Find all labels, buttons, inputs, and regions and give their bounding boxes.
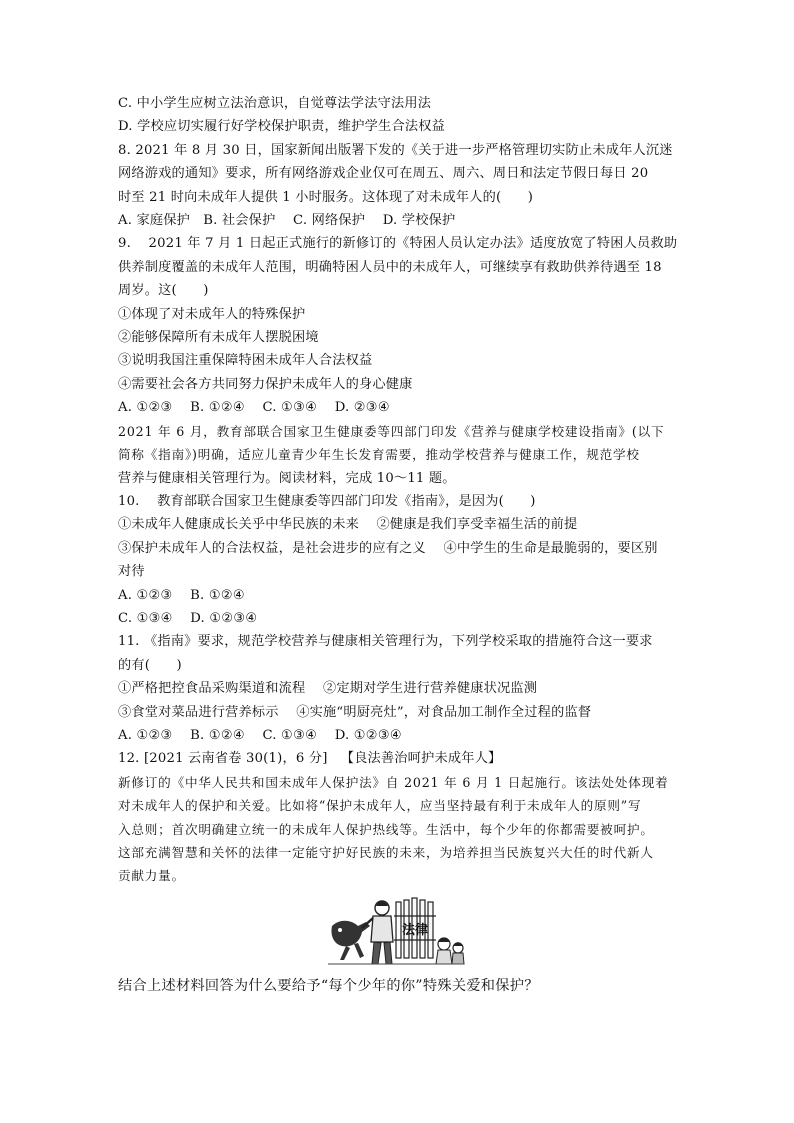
question-9-line-1: 9. 2021 年 7 月 1 日起正式施行的新修订的《特困人员认定办法》适度放宽了特困人员救助 (118, 236, 678, 252)
question-block-7-9 (118, 92, 683, 420)
question-8-options: A. 家庭保护 B. 社会保护 C. 网络保护 D. 学校保护 (118, 213, 456, 229)
question-10-options-2: C. ①③④ D. ①②③④ (118, 610, 258, 626)
passage-1-line-2: 简称《指南》)明确，适应儿童青少年生长发育需要，推动学校营养与健康工作，规范学校 (118, 447, 640, 463)
illustration-graphic (326, 896, 466, 968)
document-page (118, 92, 683, 998)
question-9-item-3: ③说明我国注重保障特困未成年人合法权益 (118, 353, 373, 369)
option-d: D. 学校应切实履行好学校保护职责，维护学生合法权益 (118, 119, 445, 135)
passage-1-line-1: 2021 年 6 月，教育部联合国家卫生健康委等四部门印发《营养与健康学校建设指南》(以下 (118, 423, 665, 439)
question-block-10-12 (118, 490, 683, 771)
option-c: C. 中小学生应树立法治意识，自觉尊法学法守法用法 (118, 96, 432, 111)
question-11-items-2: ③食堂对菜品进行营养标示 ④实施“明厨亮灶”，对食品加工制作全过程的监督 (118, 704, 592, 720)
reading-passage-1 (118, 420, 683, 490)
passage-2-line-2: 对未成年人的保护和关爱。比如将“保护未成年人，应当坚持最有利于未成年人的原则”写 (118, 798, 642, 814)
passage-2-line-1: 新修订的《中华人民共和国未成年人保护法》自 2021 年 6 月 1 日起施行。该法处处体现着 (118, 774, 669, 790)
question-9-item-2: ②能够保障所有未成年人摆脱困境 (118, 330, 319, 346)
passage-2-line-5: 贡献力量。 (118, 868, 185, 884)
question-9-item-4: ④需要社会各方共同努力保护未成年人的身心健康 (118, 376, 413, 392)
question-8-line-1: 8. 2021 年 8 月 30 日，国家新闻出版署下发的《关于进一步严格管理切实防止未成年人沉迷 (118, 142, 673, 158)
question-10-items-1: ①未成年人健康成长关乎中华民族的未来 ②健康是我们享受幸福生活的前提 (118, 517, 578, 533)
question-8-line-3: 时至 21 时向未成年人提供 1 小时服务。这体现了对未成年人的( ) (118, 189, 534, 205)
question-10-items-2: ③保护未成年人的合法权益，是社会进步的应有之义 ④中学生的生命是最脆弱的，要区别 (118, 540, 658, 556)
passage-2-line-3: 入总则；首次明确建立统一的未成年人保护热线等。生活中，每个少年的你都需要被呵护。 (118, 821, 654, 837)
passage-2-line-4: 这部充满智慧和关怀的法律一定能守护好民族的未来，为培养担当民族复兴大任的时代新人 (118, 845, 654, 860)
question-12-header: 12. [2021 云南省卷 30(1)，6 分] 【良法善治呵护未成年人】 (118, 751, 502, 767)
question-10-options-1: A. ①②③ B. ①②④ (118, 587, 245, 603)
question-11-options: A. ①②③ B. ①②④ C. ①③④ D. ①②③④ (118, 727, 402, 743)
question-9-options: A. ①②③ B. ①②④ C. ①③④ D. ②③④ (118, 400, 390, 416)
passage-1-line-3: 营养与健康相关管理行为。阅读材料，完成 10～11 题。 (118, 470, 456, 486)
illustration-sign-text: 法律 (402, 922, 429, 938)
question-10-stem: 10. 教育部联合国家卫生健康委等四部门印发《指南》，是因为( ) (118, 493, 536, 509)
question-10-items-3: 对待 (118, 564, 145, 580)
final-question: 结合上述材料回答为什么要给予“每个少年的你”特殊关爱和保护？ (118, 977, 539, 994)
question-8-line-2: 网络游戏的通知》要求，所有网络游戏企业仅可在周五、周六、周日和法定节假日每日 20 (118, 166, 649, 182)
question-9-item-1: ①体现了对未成年人的特殊保护 (118, 306, 306, 322)
question-9-line-3: 周岁。这( ) (118, 283, 209, 299)
question-11-stem-2: 的有( ) (118, 657, 182, 673)
question-11-items-1: ①严格把控食品采购渠道和流程 ②定期对学生进行营养健康状况监测 (118, 681, 538, 697)
question-11-stem-1: 11. 《指南》要求，规范学校营养与健康相关管理行为，下列学校采取的措施符合这一要求 (118, 634, 653, 650)
question-9-line-2: 供养制度覆盖的未成年人范围，明确特困人员中的未成年人，可继续享有救助供养待遇至 18 (118, 259, 662, 275)
reading-passage-2 (118, 771, 683, 888)
law-protection-illustration (326, 896, 466, 968)
